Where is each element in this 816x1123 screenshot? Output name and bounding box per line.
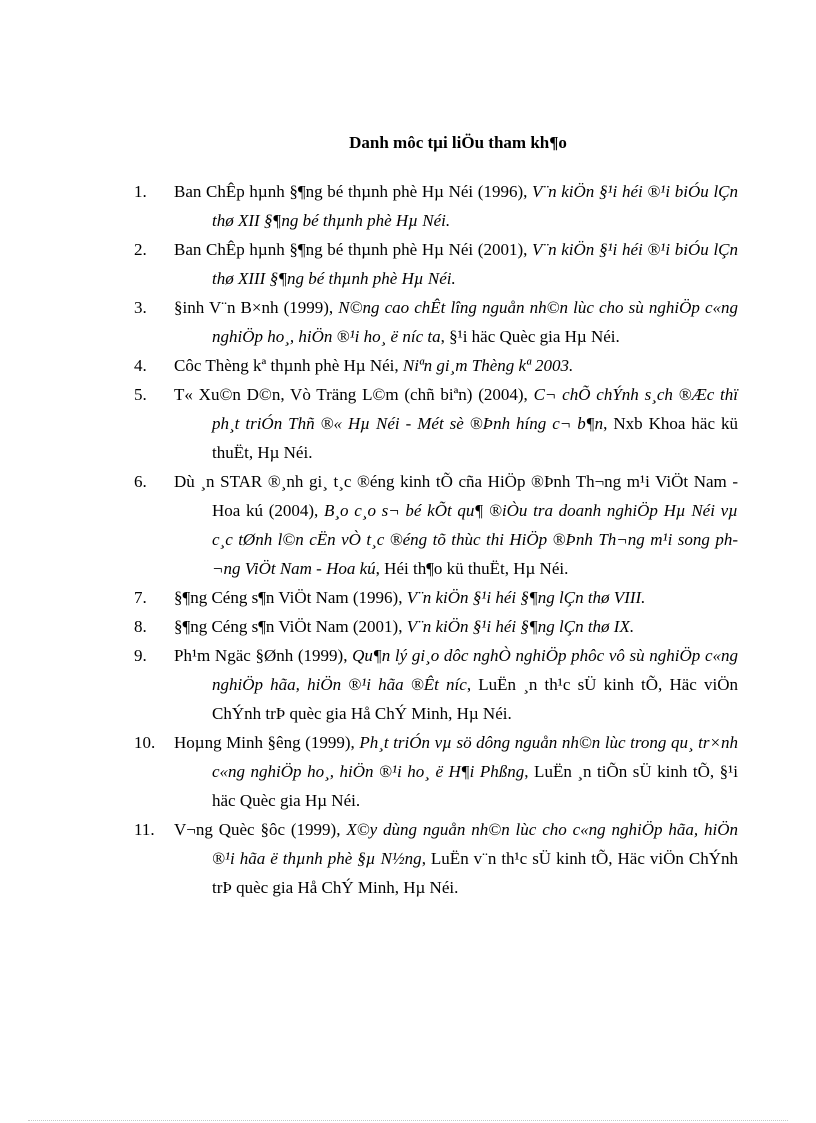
reference-work-title: V¨n kiÖn §¹i héi §¶ng lÇn thø IX. [406,617,635,636]
reference-number: 2. [134,240,147,259]
reference-number: 5. [134,385,147,404]
reference-text [174,467,738,583]
reference-item [0,380,816,467]
reference-work-title: Qu¶n lý gi¸o dôc nghÒ nghiÖp phôc vô sù nghiÖp c«ng nghiÖp hãa, hiÖn ®¹i hãa ®Êt níc [212,646,738,694]
reference-work-title: X©y dùng nguån nh©n lùc cho c«ng nghiÖp hãa, hiÖn ®¹i hãa ë thµnh phè §µ N½ng [212,820,738,868]
reference-number: 1. [134,182,147,201]
reference-number: 3. [134,298,147,317]
reference-author: V¬ng Quèc §ôc (1999), [174,820,347,839]
page-bottom-divider [28,1120,788,1121]
reference-text [174,177,739,235]
reference-author: §¶ng Céng s¶n ViÖt Nam (2001), [174,617,407,636]
reference-text [174,728,738,815]
reference-publisher: , LuËn v¨n th¹c sÜ kinh tÕ, Häc viÖn ChÝnh trÞ quèc gia Hå ChÝ Minh, Hµ Néi. [212,849,738,897]
reference-text [174,293,739,351]
reference-text [174,351,738,380]
reference-author: Ban ChÊp hµnh §¶ng bé thµnh phè Hµ Néi (2001), [174,240,533,259]
reference-publisher: , Héi th¶o kü thuËt, Hµ Néi. [375,559,569,578]
reference-item [0,583,816,612]
reference-item [0,293,816,351]
reference-item [0,177,816,235]
reference-work-title: B¸o c¸o s¬ bé kÕt qu¶ ®iÒu tra doanh nghiÖp Hµ Néi vµ c¸c tØnh l©n cËn vÒ t¸c ®éng tõ thùc thi HiÖp ®Þnh Th¬ng m¹i song ph¬ng ViÖt Nam - Hoa kú [212,501,738,578]
reference-text [174,612,738,641]
reference-item [0,641,816,728]
reference-work-title: Ph¸t triÓn vµ sö dông nguån nh©n lùc trong qu¸ tr×nh c«ng nghiÖp ho¸, hiÖn ®¹i ho¸ ë H¶i Phßng [212,733,738,781]
reference-text [174,235,739,293]
reference-item [0,728,816,815]
reference-text [174,380,738,467]
page-title: Danh môc tµi liÖu tham kh¶o [349,133,567,152]
reference-number: 10. [134,733,156,752]
reference-item [0,235,816,293]
reference-work-title: V¨n kiÖn §¹i héi §¶ng lÇn thø VIII. [406,588,646,607]
reference-work-title: C¬ chÕ chÝnh s¸ch ®Æc thï ph¸t triÓn Thñ ®« Hµ Néi - Mét sè ®Þnh híng c¬ b¶n [212,385,738,433]
reference-list [0,177,816,902]
reference-publisher: , §¹i häc Quèc gia Hµ Néi. [440,327,620,346]
reference-work-title: N©ng cao chÊt lîng nguån nh©n lùc cho sù nghiÖp c«ng nghiÖp ho¸, hiÖn ®¹i ho¸ ë níc ta [212,298,739,346]
reference-number: 11. [134,820,155,839]
reference-text [174,815,738,902]
reference-work-title: V¨n kiÖn §¹i héi ®¹i biÓu lÇn thø XIII §¶ng bé thµnh phè Hµ Néi. [212,240,739,288]
reference-author: Hoµng Minh §êng (1999), [174,733,360,752]
reference-number: 7. [134,588,147,607]
reference-work-title: V¨n kiÖn §¹i héi ®¹i biÓu lÇn thø XII §¶ng bé thµnh phè Hµ Néi. [212,182,739,230]
reference-publisher: , LuËn ¸n th¹c sÜ kinh tÕ, Häc viÖn ChÝnh trÞ quèc gia Hå ChÝ Minh, Hµ Néi. [212,675,738,723]
reference-item [0,815,816,902]
reference-work-title: Niªn gi¸m Thèng kª 2003. [402,356,574,375]
reference-item [0,467,816,583]
reference-publisher: , Nxb Khoa häc kü thuËt, Hµ Néi. [212,414,738,462]
reference-author: Ph¹m Ngäc §Ønh (1999), [174,646,353,665]
reference-text [174,583,738,612]
reference-author: Côc Thèng kª thµnh phè Hµ Néi, [174,356,403,375]
reference-author: §inh V¨n B×nh (1999), [174,298,339,317]
reference-text [174,641,738,728]
reference-number: 4. [134,356,147,375]
reference-number: 6. [134,472,147,491]
reference-author: Dù ¸n STAR ®¸nh gi¸ t¸c ®éng kinh tÕ cña HiÖp ®Þnh Th¬ng m¹i ViÖt Nam - Hoa kú (2004), [174,472,738,520]
reference-publisher: , LuËn ¸n tiÕn sÜ kinh tÕ, §¹i häc Quèc gia Hµ Néi. [212,762,738,810]
reference-author: T« Xu©n D©n, Vò Träng L©m (chñ biªn) (2004), [174,385,534,404]
reference-author: Ban ChÊp hµnh §¶ng bé thµnh phè Hµ Néi (1996), [174,182,533,201]
reference-number: 9. [134,646,147,665]
reference-item [0,612,816,641]
reference-item [0,351,816,380]
reference-number: 8. [134,617,147,636]
reference-author: §¶ng Céng s¶n ViÖt Nam (1996), [174,588,407,607]
